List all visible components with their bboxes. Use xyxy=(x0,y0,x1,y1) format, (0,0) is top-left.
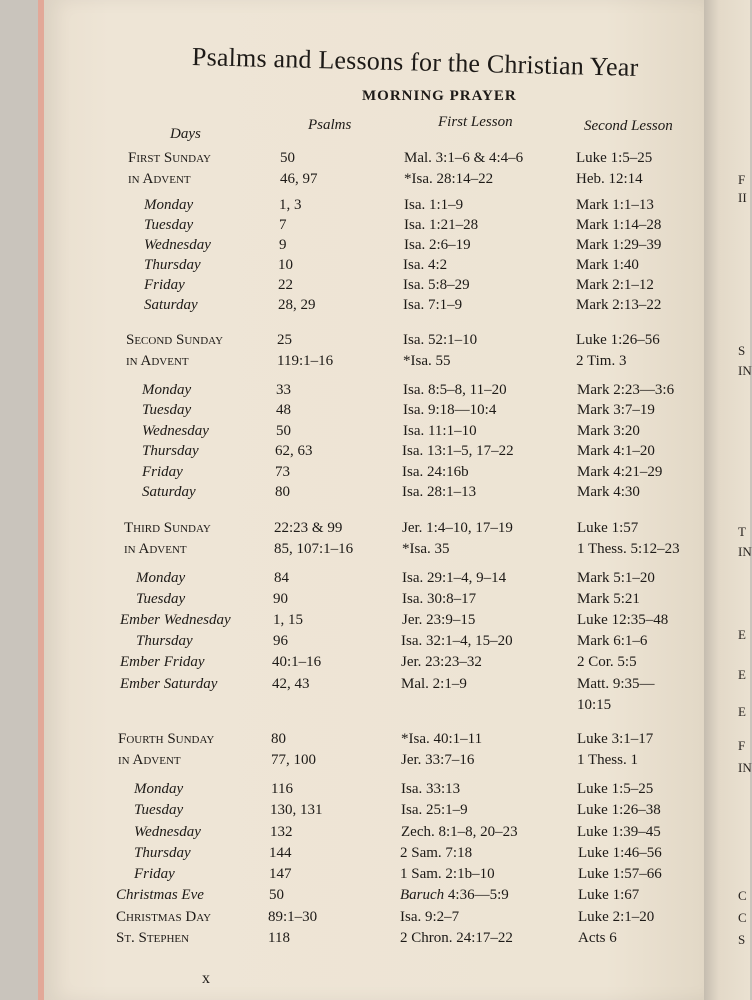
facing-page-edge xyxy=(698,0,750,1000)
first-lesson-cell: Isa. 11:1–10 xyxy=(403,423,477,439)
facing-page-fragment: E xyxy=(738,704,746,719)
psalms-cell: 80 xyxy=(271,731,286,747)
day-cell: Tuesday xyxy=(144,217,194,233)
second-lesson-cell: Luke 1:5–25 xyxy=(577,781,654,797)
first-lesson-cell: Baruch 4:36—5:9 xyxy=(400,887,509,903)
first-lesson-cell: Isa. 5:8–29 xyxy=(403,277,470,293)
day-cell: Friday xyxy=(134,866,175,882)
psalms-cell: 50 xyxy=(280,150,295,166)
psalms-cell: 84 xyxy=(274,570,289,586)
day-cell: Thursday xyxy=(134,845,191,861)
first-lesson-cell: *Isa. 40:1–11 xyxy=(401,731,483,747)
facing-page-fragment: C xyxy=(738,888,747,903)
second-lesson-cell: Mark 2:23—3:6 xyxy=(577,382,675,398)
psalms-cell: 42, 43 xyxy=(272,676,310,692)
second-lesson-cell: Mark 4:30 xyxy=(577,484,640,500)
first-lesson-cell: *Isa. 35 xyxy=(402,541,450,557)
second-lesson-cell: Luke 12:35–48 xyxy=(577,612,669,628)
psalms-cell: 10 xyxy=(278,257,293,273)
day-cell: Friday xyxy=(144,277,185,293)
day-cell: Ember Saturday xyxy=(120,676,218,692)
column-header-days: Days xyxy=(170,126,201,142)
first-lesson-cell: Isa. 1:21–28 xyxy=(404,217,479,233)
first-lesson-cell: Isa. 8:5–8, 11–20 xyxy=(403,382,507,398)
second-lesson-cell: Mark 4:21–29 xyxy=(577,464,663,480)
psalms-cell: 77, 100 xyxy=(271,752,316,768)
day-cell: Fourth Sunday xyxy=(118,731,215,747)
second-lesson-cell: Mark 4:1–20 xyxy=(577,443,655,459)
day-cell: Monday xyxy=(142,382,192,398)
second-lesson-cell: Mark 2:1–12 xyxy=(576,277,654,293)
day-cell: Monday xyxy=(144,197,194,213)
psalms-cell: 80 xyxy=(275,484,290,500)
facing-page-fragment: F xyxy=(738,738,746,753)
first-lesson-cell: Mal. 2:1–9 xyxy=(401,676,467,692)
second-lesson-cell: Luke 1:57 xyxy=(577,520,639,536)
first-lesson-cell: Jer. 1:4–10, 17–19 xyxy=(402,520,513,536)
second-lesson-cell: Luke 1:5–25 xyxy=(576,150,653,166)
second-lesson-cell: Mark 1:1–13 xyxy=(576,197,654,213)
day-cell: Thursday xyxy=(136,633,193,649)
second-lesson-cell: Mark 1:40 xyxy=(576,257,639,273)
second-lesson-cell: Heb. 12:14 xyxy=(576,171,643,187)
book-page xyxy=(38,0,704,1000)
first-lesson-cell: Isa. 30:8–17 xyxy=(402,591,477,607)
psalms-cell: 33 xyxy=(276,382,291,398)
first-lesson-cell: Isa. 33:13 xyxy=(401,781,461,797)
day-cell: Christmas Eve xyxy=(116,887,204,903)
second-lesson-cell: Acts 6 xyxy=(578,930,617,946)
second-lesson-cell: Luke 2:1–20 xyxy=(578,909,655,925)
facing-page-fragment: F xyxy=(738,172,746,187)
facing-page-fragment: T xyxy=(738,524,746,539)
day-cell: Christmas Day xyxy=(116,909,212,925)
facing-page-fragment: S xyxy=(738,932,746,947)
day-cell: First Sunday xyxy=(128,150,211,166)
first-lesson-cell: Isa. 25:1–9 xyxy=(401,802,468,818)
first-lesson-cell: 2 Sam. 7:18 xyxy=(400,845,473,861)
facing-page-fragment: C xyxy=(738,910,747,925)
psalms-cell: 50 xyxy=(276,423,291,439)
psalms-cell: 7 xyxy=(279,217,287,233)
day-cell: Third Sunday xyxy=(124,520,211,536)
day-cell: Saturday xyxy=(142,484,196,500)
psalms-cell: 132 xyxy=(270,824,293,840)
second-lesson-cell: Luke 1:67 xyxy=(578,887,640,903)
first-lesson-cell: Isa. 9:18—10:4 xyxy=(403,402,497,418)
first-lesson-cell: Jer. 23:9–15 xyxy=(402,612,476,628)
second-lesson-cell: Luke 1:26–56 xyxy=(576,332,660,348)
first-lesson-cell: 2 Chron. 24:17–22 xyxy=(400,930,513,946)
first-lesson-cell: Jer. 23:23–32 xyxy=(401,654,482,670)
first-lesson-cell: Isa. 24:16b xyxy=(402,464,469,480)
facing-page-fragment: IN xyxy=(738,363,752,378)
column-header-psalms: Psalms xyxy=(308,117,352,133)
psalms-cell: 25 xyxy=(277,332,292,348)
second-lesson-cell: Mark 1:29–39 xyxy=(576,237,662,253)
day-cell: Wednesday xyxy=(144,237,211,253)
first-lesson-cell: Jer. 33:7–16 xyxy=(401,752,475,768)
day-cell: in Advent xyxy=(118,752,181,768)
psalms-cell: 48 xyxy=(276,402,291,418)
day-cell: Tuesday xyxy=(134,802,184,818)
first-lesson-cell: Isa. 13:1–5, 17–22 xyxy=(402,443,514,459)
second-lesson-cell: 2 Cor. 5:5 xyxy=(577,654,637,670)
psalms-cell: 147 xyxy=(269,866,292,882)
first-lesson-cell: Isa. 32:1–4, 15–20 xyxy=(401,633,513,649)
facing-page-fragment: IN xyxy=(738,544,752,559)
day-cell: Thursday xyxy=(144,257,201,273)
facing-page-fragment: S xyxy=(738,343,746,358)
psalms-cell: 90 xyxy=(273,591,288,607)
psalms-cell: 46, 97 xyxy=(280,171,318,187)
second-lesson-cell: Mark 2:13–22 xyxy=(576,297,662,313)
second-lesson-cell: Luke 1:39–45 xyxy=(577,824,661,840)
day-cell: Wednesday xyxy=(134,824,201,840)
psalms-cell: 40:1–16 xyxy=(272,654,322,670)
second-lesson-cell: Luke 1:46–56 xyxy=(578,845,662,861)
second-lesson-cell: Mark 6:1–6 xyxy=(577,633,648,649)
psalms-cell: 116 xyxy=(271,781,293,797)
day-cell: Tuesday xyxy=(142,402,192,418)
psalms-cell: 9 xyxy=(279,237,287,253)
psalms-cell: 22:23 & 99 xyxy=(274,520,343,536)
facing-page-fragment: IN xyxy=(738,760,752,775)
second-lesson-cell: Mark 3:7–19 xyxy=(577,402,655,418)
first-lesson-cell: Zech. 8:1–8, 20–23 xyxy=(401,824,518,840)
first-lesson-cell: Mal. 3:1–6 & 4:4–6 xyxy=(404,150,524,166)
psalms-cell: 89:1–30 xyxy=(268,909,318,925)
psalms-cell: 73 xyxy=(275,464,290,480)
second-lesson-cell: Mark 5:1–20 xyxy=(577,570,655,586)
facing-page-fragment: E xyxy=(738,627,746,642)
first-lesson-cell: Isa. 9:2–7 xyxy=(400,909,460,925)
second-lesson-cell: Luke 1:57–66 xyxy=(578,866,662,882)
first-lesson-cell: Isa. 4:2 xyxy=(403,257,448,273)
psalms-cell: 119:1–16 xyxy=(277,353,334,369)
page-number: x xyxy=(202,970,210,987)
second-lesson-cell: 2 Tim. 3 xyxy=(576,353,627,369)
first-lesson-cell: Isa. 52:1–10 xyxy=(403,332,478,348)
day-cell: in Advent xyxy=(126,353,189,369)
psalms-cell: 1, 15 xyxy=(273,612,303,628)
day-cell: St. Stephen xyxy=(116,930,190,946)
second-lesson-cell: Mark 1:14–28 xyxy=(576,217,662,233)
second-lesson-cell: Luke 3:1–17 xyxy=(577,731,654,747)
second-lesson-cell: Mark 3:20 xyxy=(577,423,640,439)
first-lesson-cell: Isa. 29:1–4, 9–14 xyxy=(402,570,507,586)
psalms-cell: 50 xyxy=(269,887,284,903)
second-lesson-cell: 1 Thess. 1 xyxy=(577,752,638,768)
day-cell: Second Sunday xyxy=(126,332,224,348)
day-cell: Tuesday xyxy=(136,591,186,607)
first-lesson-cell: *Isa. 55 xyxy=(403,353,451,369)
second-lesson-cell: 1 Thess. 5:12–23 xyxy=(577,541,680,557)
first-lesson-cell: Isa. 1:1–9 xyxy=(404,197,464,213)
day-cell: Wednesday xyxy=(142,423,209,439)
psalms-cell: 1, 3 xyxy=(279,197,302,213)
psalms-cell: 118 xyxy=(268,930,290,946)
first-lesson-cell: 1 Sam. 2:1b–10 xyxy=(400,866,495,882)
psalms-cell: 28, 29 xyxy=(278,297,316,313)
first-lesson-cell: Isa. 2:6–19 xyxy=(404,237,471,253)
page-title: Psalms and Lessons for the Christian Year xyxy=(191,42,639,82)
day-cell: Saturday xyxy=(144,297,198,313)
psalms-cell: 22 xyxy=(278,277,293,293)
day-cell: Friday xyxy=(142,464,183,480)
psalms-cell: 96 xyxy=(273,633,288,649)
day-cell: Monday xyxy=(134,781,184,797)
second-lesson-cell: 10:15 xyxy=(577,697,612,713)
first-lesson-cell: *Isa. 28:14–22 xyxy=(404,171,494,187)
facing-page-fragment: E xyxy=(738,667,746,682)
second-lesson-cell: Matt. 9:35— xyxy=(577,676,655,692)
first-lesson-cell: Isa. 28:1–13 xyxy=(402,484,477,500)
day-cell: Thursday xyxy=(142,443,199,459)
first-lesson-cell: Isa. 7:1–9 xyxy=(403,297,463,313)
second-lesson-cell: Mark 5:21 xyxy=(577,591,640,607)
column-header-second-lesson: Second Lesson xyxy=(584,118,673,134)
psalms-cell: 62, 63 xyxy=(275,443,313,459)
psalms-cell: 130, 131 xyxy=(270,802,323,818)
day-cell: Ember Friday xyxy=(120,654,205,670)
facing-page-fragment: II xyxy=(738,190,747,205)
psalms-cell: 85, 107:1–16 xyxy=(274,541,354,557)
column-header-first-lesson: First Lesson xyxy=(438,114,513,130)
day-cell: in Advent xyxy=(128,171,191,187)
section-subtitle: MORNING PRAYER xyxy=(362,88,517,104)
psalms-cell: 144 xyxy=(269,845,292,861)
day-cell: Ember Wednesday xyxy=(120,612,231,628)
day-cell: in Advent xyxy=(124,541,187,557)
day-cell: Monday xyxy=(136,570,186,586)
second-lesson-cell: Luke 1:26–38 xyxy=(577,802,661,818)
